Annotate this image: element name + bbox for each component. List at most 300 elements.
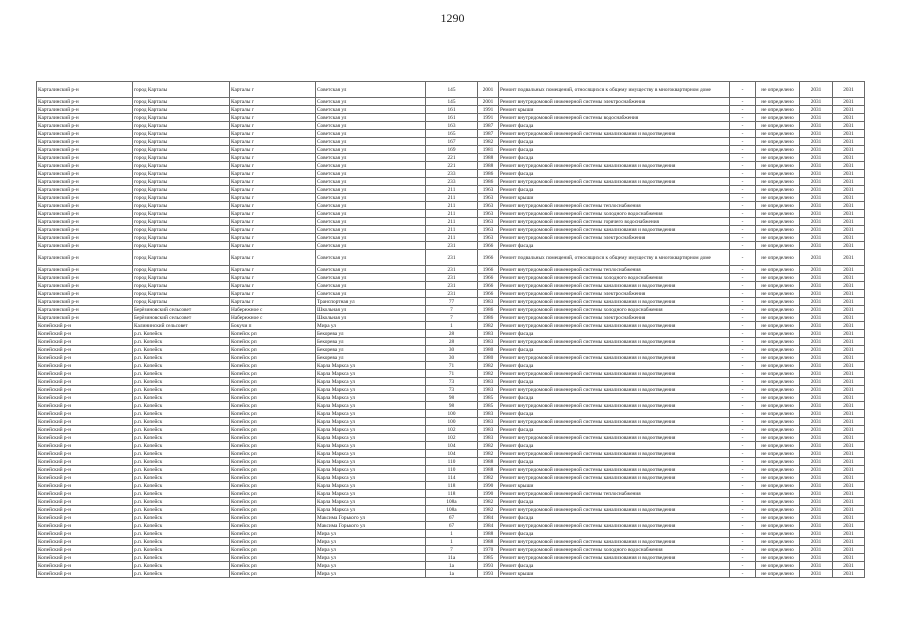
work-type-cell: Ремонт внутридомовой инженерной системы канализования и водоотведения: [499, 130, 730, 138]
placeholder-cell: -: [730, 402, 756, 410]
placeholder-cell: -: [730, 546, 756, 554]
year-cell: 1982: [478, 442, 499, 450]
status-cell: не определено: [756, 146, 800, 154]
locality-cell: Копейск рп: [230, 434, 316, 442]
planned-year-cell: 2031: [800, 290, 833, 298]
locality-cell: Копейск рп: [230, 506, 316, 514]
street-cell: Советская ул: [316, 146, 426, 154]
table-row: [37, 290, 865, 298]
district-cell: Копейский р-н: [37, 482, 133, 490]
planned-year-end-cell: 2031: [833, 130, 865, 138]
planned-year-end-cell: 2031: [833, 178, 865, 186]
locality-cell: Копейск рп: [230, 570, 316, 578]
house-number-cell: 231: [426, 282, 478, 290]
status-cell: не определено: [756, 450, 800, 458]
placeholder-cell: -: [730, 202, 756, 210]
street-cell: Максима Горького ул: [316, 522, 426, 530]
house-number-cell: 169: [426, 146, 478, 154]
district-cell: Копейский р-н: [37, 370, 133, 378]
locality-cell: Копейск рп: [230, 450, 316, 458]
year-cell: 1984: [478, 522, 499, 530]
planned-year-end-cell: 2031: [833, 530, 865, 538]
locality-cell: Копейск рп: [230, 402, 316, 410]
planned-year-cell: 2031: [800, 146, 833, 154]
placeholder-cell: -: [730, 242, 756, 250]
street-cell: Советская ул: [316, 138, 426, 146]
year-cell: 1983: [478, 330, 499, 338]
district-cell: Копейский р-н: [37, 346, 133, 354]
planned-year-end-cell: 2031: [833, 282, 865, 290]
house-number-cell: 28: [426, 338, 478, 346]
work-type-cell: Ремонт внутридомовой инженерной системы холодного водоснабжения: [499, 546, 730, 554]
placeholder-cell: -: [730, 362, 756, 370]
settlement-cell: р.п. Копейск: [133, 418, 230, 426]
street-cell: Карла Маркса ул: [316, 378, 426, 386]
settlement-cell: город Карталы: [133, 146, 230, 154]
year-cell: 1988: [478, 162, 499, 170]
planned-year-end-cell: 2031: [833, 202, 865, 210]
work-type-cell: Ремонт внутридомовой инженерной системы канализования и водоотведения: [499, 418, 730, 426]
planned-year-end-cell: 2031: [833, 394, 865, 402]
year-cell: 1982: [478, 370, 499, 378]
work-type-cell: Ремонт фасада: [499, 394, 730, 402]
planned-year-cell: 2031: [800, 82, 833, 98]
planned-year-cell: 2031: [800, 514, 833, 522]
table-row: [37, 114, 865, 122]
planned-year-end-cell: 2031: [833, 482, 865, 490]
placeholder-cell: -: [730, 354, 756, 362]
work-type-cell: Ремонт фасада: [499, 122, 730, 130]
year-cell: 1963: [478, 202, 499, 210]
district-cell: Копейский р-н: [37, 458, 133, 466]
work-type-cell: Ремонт внутридомовой инженерной системы канализования и водоотведения: [499, 466, 730, 474]
district-cell: Карталинский р-н: [37, 202, 133, 210]
year-cell: 1983: [478, 386, 499, 394]
status-cell: не определено: [756, 418, 800, 426]
status-cell: не определено: [756, 114, 800, 122]
street-cell: Советская ул: [316, 194, 426, 202]
work-type-cell: Ремонт внутридомовой инженерной системы холодного водоснабжения: [499, 306, 730, 314]
table-row: [37, 538, 865, 546]
status-cell: не определено: [756, 202, 800, 210]
placeholder-cell: -: [730, 570, 756, 578]
district-cell: Копейский р-н: [37, 330, 133, 338]
settlement-cell: р.п. Копейск: [133, 410, 230, 418]
year-cell: 1988: [478, 154, 499, 162]
year-cell: 1986: [478, 178, 499, 186]
locality-cell: Карталы г: [230, 162, 316, 170]
planned-year-cell: 2031: [800, 314, 833, 322]
year-cell: 2001: [478, 98, 499, 106]
placeholder-cell: -: [730, 210, 756, 218]
planned-year-end-cell: 2031: [833, 162, 865, 170]
planned-year-cell: 2031: [800, 322, 833, 330]
work-type-cell: Ремонт внутридомовой инженерной системы канализования и водоотведения: [499, 298, 730, 306]
district-cell: Карталинский р-н: [37, 178, 133, 186]
planned-year-cell: 2031: [800, 298, 833, 306]
table-row: [37, 266, 865, 274]
settlement-cell: р.п. Копейск: [133, 426, 230, 434]
table-row: [37, 490, 865, 498]
work-type-cell: Ремонт внутридомовой инженерной системы канализования и водоотведения: [499, 322, 730, 330]
planned-year-cell: 2031: [800, 106, 833, 114]
planned-year-cell: 2031: [800, 466, 833, 474]
district-cell: Карталинский р-н: [37, 170, 133, 178]
work-type-cell: Ремонт внутридомовой инженерной системы канализования и водоотведения: [499, 226, 730, 234]
locality-cell: Копейск рп: [230, 474, 316, 482]
locality-cell: Карталы г: [230, 282, 316, 290]
district-cell: Копейский р-н: [37, 386, 133, 394]
house-number-cell: 114: [426, 474, 478, 482]
status-cell: не определено: [756, 410, 800, 418]
planned-year-end-cell: 2031: [833, 194, 865, 202]
work-type-cell: Ремонт фасада: [499, 410, 730, 418]
house-number-cell: 221: [426, 162, 478, 170]
planned-year-end-cell: 2031: [833, 98, 865, 106]
district-cell: Карталинский р-н: [37, 194, 133, 202]
locality-cell: Карталы г: [230, 154, 316, 162]
planned-year-end-cell: 2031: [833, 570, 865, 578]
settlement-cell: р.п. Копейск: [133, 346, 230, 354]
district-cell: Карталинский р-н: [37, 154, 133, 162]
planned-year-cell: 2031: [800, 490, 833, 498]
street-cell: Советская ул: [316, 226, 426, 234]
planned-year-end-cell: 2031: [833, 146, 865, 154]
planned-year-cell: 2031: [800, 138, 833, 146]
status-cell: не определено: [756, 506, 800, 514]
street-cell: Бекорева ул: [316, 346, 426, 354]
table-row: [37, 546, 865, 554]
status-cell: не определено: [756, 530, 800, 538]
house-number-cell: 110: [426, 458, 478, 466]
table-row: [37, 210, 865, 218]
year-cell: 1966: [478, 274, 499, 282]
table-row: [37, 442, 865, 450]
planned-year-cell: 2031: [800, 98, 833, 106]
table-row: [37, 234, 865, 242]
street-cell: Советская ул: [316, 266, 426, 274]
placeholder-cell: -: [730, 154, 756, 162]
settlement-cell: город Карталы: [133, 210, 230, 218]
planned-year-cell: 2031: [800, 130, 833, 138]
planned-year-end-cell: 2031: [833, 170, 865, 178]
planned-year-cell: 2031: [800, 506, 833, 514]
year-cell: 1986: [478, 314, 499, 322]
table-row: [37, 314, 865, 322]
house-number-cell: 1: [426, 538, 478, 546]
planned-year-end-cell: 2031: [833, 250, 865, 266]
status-cell: не определено: [756, 514, 800, 522]
placeholder-cell: -: [730, 290, 756, 298]
district-cell: Карталинский р-н: [37, 122, 133, 130]
street-cell: Карла Маркса ул: [316, 466, 426, 474]
status-cell: не определено: [756, 298, 800, 306]
house-number-cell: 161: [426, 114, 478, 122]
locality-cell: Карталы г: [230, 106, 316, 114]
table-row: [37, 194, 865, 202]
year-cell: 1983: [478, 434, 499, 442]
work-type-cell: Ремонт внутридомовой инженерной системы электроснабжения: [499, 234, 730, 242]
year-cell: 1963: [478, 234, 499, 242]
settlement-cell: город Карталы: [133, 138, 230, 146]
placeholder-cell: -: [730, 458, 756, 466]
house-number-cell: 1а: [426, 562, 478, 570]
work-type-cell: Ремонт подвальных помещений, относящихся к общему имуществу в многоквартирном доме: [499, 82, 730, 98]
planned-year-end-cell: 2031: [833, 234, 865, 242]
house-number-cell: 211: [426, 210, 478, 218]
street-cell: Советская ул: [316, 106, 426, 114]
house-number-cell: 11а: [426, 554, 478, 562]
planned-year-cell: 2031: [800, 338, 833, 346]
year-cell: 1982: [478, 498, 499, 506]
street-cell: Мира ул: [316, 546, 426, 554]
street-cell: Советская ул: [316, 170, 426, 178]
settlement-cell: город Карталы: [133, 82, 230, 98]
status-cell: не определено: [756, 130, 800, 138]
district-cell: Копейский р-н: [37, 530, 133, 538]
year-cell: 1983: [478, 426, 499, 434]
district-cell: Карталинский р-н: [37, 242, 133, 250]
district-cell: Копейский р-н: [37, 538, 133, 546]
house-number-cell: 1: [426, 530, 478, 538]
year-cell: 1984: [478, 514, 499, 522]
placeholder-cell: -: [730, 194, 756, 202]
street-cell: Карла Маркса ул: [316, 426, 426, 434]
locality-cell: Копейск рп: [230, 338, 316, 346]
status-cell: не определено: [756, 186, 800, 194]
house-number-cell: 30: [426, 354, 478, 362]
repair-schedule-sheet: [36, 81, 864, 578]
work-type-cell: Ремонт внутридомовой инженерной системы теплоснабжения: [499, 490, 730, 498]
settlement-cell: город Карталы: [133, 202, 230, 210]
work-type-cell: Ремонт фасада: [499, 426, 730, 434]
table-row: [37, 570, 865, 578]
year-cell: 1990: [478, 482, 499, 490]
table-row: [37, 218, 865, 226]
settlement-cell: город Карталы: [133, 298, 230, 306]
planned-year-end-cell: 2031: [833, 522, 865, 530]
table-row: [37, 394, 865, 402]
locality-cell: Копейск рп: [230, 370, 316, 378]
year-cell: 1970: [478, 546, 499, 554]
district-cell: Копейский р-н: [37, 474, 133, 482]
locality-cell: Копейск рп: [230, 514, 316, 522]
table-row: [37, 82, 865, 98]
status-cell: не определено: [756, 138, 800, 146]
settlement-cell: город Карталы: [133, 266, 230, 274]
status-cell: не определено: [756, 546, 800, 554]
planned-year-cell: 2031: [800, 450, 833, 458]
work-type-cell: Ремонт внутридомовой инженерной системы теплоснабжения: [499, 202, 730, 210]
year-cell: 1966: [478, 282, 499, 290]
status-cell: не определено: [756, 154, 800, 162]
street-cell: Советская ул: [316, 178, 426, 186]
street-cell: Советская ул: [316, 202, 426, 210]
planned-year-cell: 2031: [800, 178, 833, 186]
house-number-cell: 100: [426, 410, 478, 418]
year-cell: 1991: [478, 114, 499, 122]
planned-year-end-cell: 2031: [833, 242, 865, 250]
house-number-cell: 211: [426, 194, 478, 202]
planned-year-end-cell: 2031: [833, 346, 865, 354]
planned-year-cell: 2031: [800, 530, 833, 538]
planned-year-cell: 2031: [800, 538, 833, 546]
district-cell: Копейский р-н: [37, 450, 133, 458]
settlement-cell: город Карталы: [133, 226, 230, 234]
year-cell: 1980: [478, 354, 499, 362]
status-cell: не определено: [756, 402, 800, 410]
settlement-cell: р.п. Копейск: [133, 554, 230, 562]
table-row: [37, 362, 865, 370]
placeholder-cell: -: [730, 82, 756, 98]
settlement-cell: р.п. Копейск: [133, 498, 230, 506]
settlement-cell: р.п. Копейск: [133, 530, 230, 538]
street-cell: Советская ул: [316, 82, 426, 98]
locality-cell: Карталы г: [230, 242, 316, 250]
year-cell: 2001: [478, 82, 499, 98]
status-cell: не определено: [756, 354, 800, 362]
year-cell: 1985: [478, 394, 499, 402]
locality-cell: Копейск рп: [230, 562, 316, 570]
work-type-cell: Ремонт внутридомовой инженерной системы канализования и водоотведения: [499, 386, 730, 394]
planned-year-cell: 2031: [800, 410, 833, 418]
settlement-cell: город Карталы: [133, 114, 230, 122]
planned-year-end-cell: 2031: [833, 474, 865, 482]
street-cell: Мира ул: [316, 322, 426, 330]
street-cell: Карла Маркса ул: [316, 498, 426, 506]
district-cell: Копейский р-н: [37, 402, 133, 410]
planned-year-end-cell: 2031: [833, 290, 865, 298]
work-type-cell: Ремонт фасада: [499, 170, 730, 178]
house-number-cell: 108а: [426, 498, 478, 506]
street-cell: Карла Маркса ул: [316, 490, 426, 498]
locality-cell: Карталы г: [230, 146, 316, 154]
placeholder-cell: -: [730, 386, 756, 394]
house-number-cell: 67: [426, 514, 478, 522]
placeholder-cell: -: [730, 410, 756, 418]
year-cell: 1966: [478, 290, 499, 298]
placeholder-cell: -: [730, 426, 756, 434]
status-cell: не определено: [756, 386, 800, 394]
district-cell: Копейский р-н: [37, 362, 133, 370]
street-cell: Мира ул: [316, 554, 426, 562]
street-cell: Советская ул: [316, 218, 426, 226]
settlement-cell: р.п. Копейск: [133, 466, 230, 474]
house-number-cell: 211: [426, 186, 478, 194]
planned-year-end-cell: 2031: [833, 418, 865, 426]
planned-year-end-cell: 2031: [833, 226, 865, 234]
status-cell: не определено: [756, 218, 800, 226]
settlement-cell: р.п. Копейск: [133, 490, 230, 498]
placeholder-cell: -: [730, 474, 756, 482]
locality-cell: Карталы г: [230, 290, 316, 298]
placeholder-cell: -: [730, 498, 756, 506]
status-cell: не определено: [756, 474, 800, 482]
status-cell: не определено: [756, 242, 800, 250]
settlement-cell: р.п. Копейск: [133, 402, 230, 410]
year-cell: 1985: [478, 402, 499, 410]
house-number-cell: 145: [426, 98, 478, 106]
year-cell: 1982: [478, 362, 499, 370]
street-cell: Бекорева ул: [316, 354, 426, 362]
status-cell: не определено: [756, 426, 800, 434]
locality-cell: Копейск рп: [230, 522, 316, 530]
planned-year-cell: 2031: [800, 282, 833, 290]
placeholder-cell: -: [730, 346, 756, 354]
status-cell: не определено: [756, 266, 800, 274]
settlement-cell: город Карталы: [133, 106, 230, 114]
work-type-cell: Ремонт фасада: [499, 458, 730, 466]
work-type-cell: Ремонт внутридомовой инженерной системы канализования и водоотведения: [499, 506, 730, 514]
year-cell: 1963: [478, 226, 499, 234]
locality-cell: Копейск рп: [230, 546, 316, 554]
planned-year-end-cell: 2031: [833, 154, 865, 162]
street-cell: Карла Маркса ул: [316, 434, 426, 442]
placeholder-cell: -: [730, 394, 756, 402]
district-cell: Копейский р-н: [37, 522, 133, 530]
planned-year-end-cell: 2031: [833, 490, 865, 498]
planned-year-cell: 2031: [800, 114, 833, 122]
year-cell: 1963: [478, 218, 499, 226]
planned-year-end-cell: 2031: [833, 410, 865, 418]
district-cell: Карталинский р-н: [37, 250, 133, 266]
locality-cell: Копейск рп: [230, 418, 316, 426]
planned-year-end-cell: 2031: [833, 218, 865, 226]
table-row: [37, 98, 865, 106]
settlement-cell: р.п. Копейск: [133, 458, 230, 466]
status-cell: не определено: [756, 282, 800, 290]
planned-year-cell: 2031: [800, 218, 833, 226]
house-number-cell: 108а: [426, 506, 478, 514]
locality-cell: Карталы г: [230, 298, 316, 306]
table-row: [37, 506, 865, 514]
work-type-cell: Ремонт внутридомовой инженерной системы канализования и водоотведения: [499, 434, 730, 442]
street-cell: Карла Маркса ул: [316, 506, 426, 514]
locality-cell: Карталы г: [230, 250, 316, 266]
planned-year-cell: 2031: [800, 434, 833, 442]
placeholder-cell: -: [730, 282, 756, 290]
settlement-cell: город Карталы: [133, 194, 230, 202]
house-number-cell: 7: [426, 546, 478, 554]
table-row: [37, 250, 865, 266]
settlement-cell: р.п. Копейск: [133, 330, 230, 338]
planned-year-cell: 2031: [800, 170, 833, 178]
settlement-cell: город Карталы: [133, 290, 230, 298]
work-type-cell: Ремонт внутридомовой инженерной системы канализования и водоотведения: [499, 178, 730, 186]
planned-year-end-cell: 2031: [833, 138, 865, 146]
table-row: [37, 130, 865, 138]
work-type-cell: Ремонт внутридомовой инженерной системы водоснабжения: [499, 114, 730, 122]
status-cell: не определено: [756, 98, 800, 106]
district-cell: Копейский р-н: [37, 394, 133, 402]
street-cell: Карла Маркса ул: [316, 402, 426, 410]
work-type-cell: Ремонт подвальных помещений, относящихся к общему имуществу в многоквартирном доме: [499, 250, 730, 266]
planned-year-end-cell: 2031: [833, 498, 865, 506]
table-row: [37, 474, 865, 482]
street-cell: Бекорева ул: [316, 338, 426, 346]
locality-cell: Карталы г: [230, 138, 316, 146]
work-type-cell: Ремонт фасада: [499, 154, 730, 162]
settlement-cell: город Карталы: [133, 178, 230, 186]
year-cell: 1983: [478, 378, 499, 386]
planned-year-cell: 2031: [800, 394, 833, 402]
planned-year-cell: 2031: [800, 266, 833, 274]
work-type-cell: Ремонт фасада: [499, 362, 730, 370]
planned-year-end-cell: 2031: [833, 362, 865, 370]
street-cell: Школьная ул: [316, 314, 426, 322]
placeholder-cell: -: [730, 274, 756, 282]
planned-year-end-cell: 2031: [833, 314, 865, 322]
